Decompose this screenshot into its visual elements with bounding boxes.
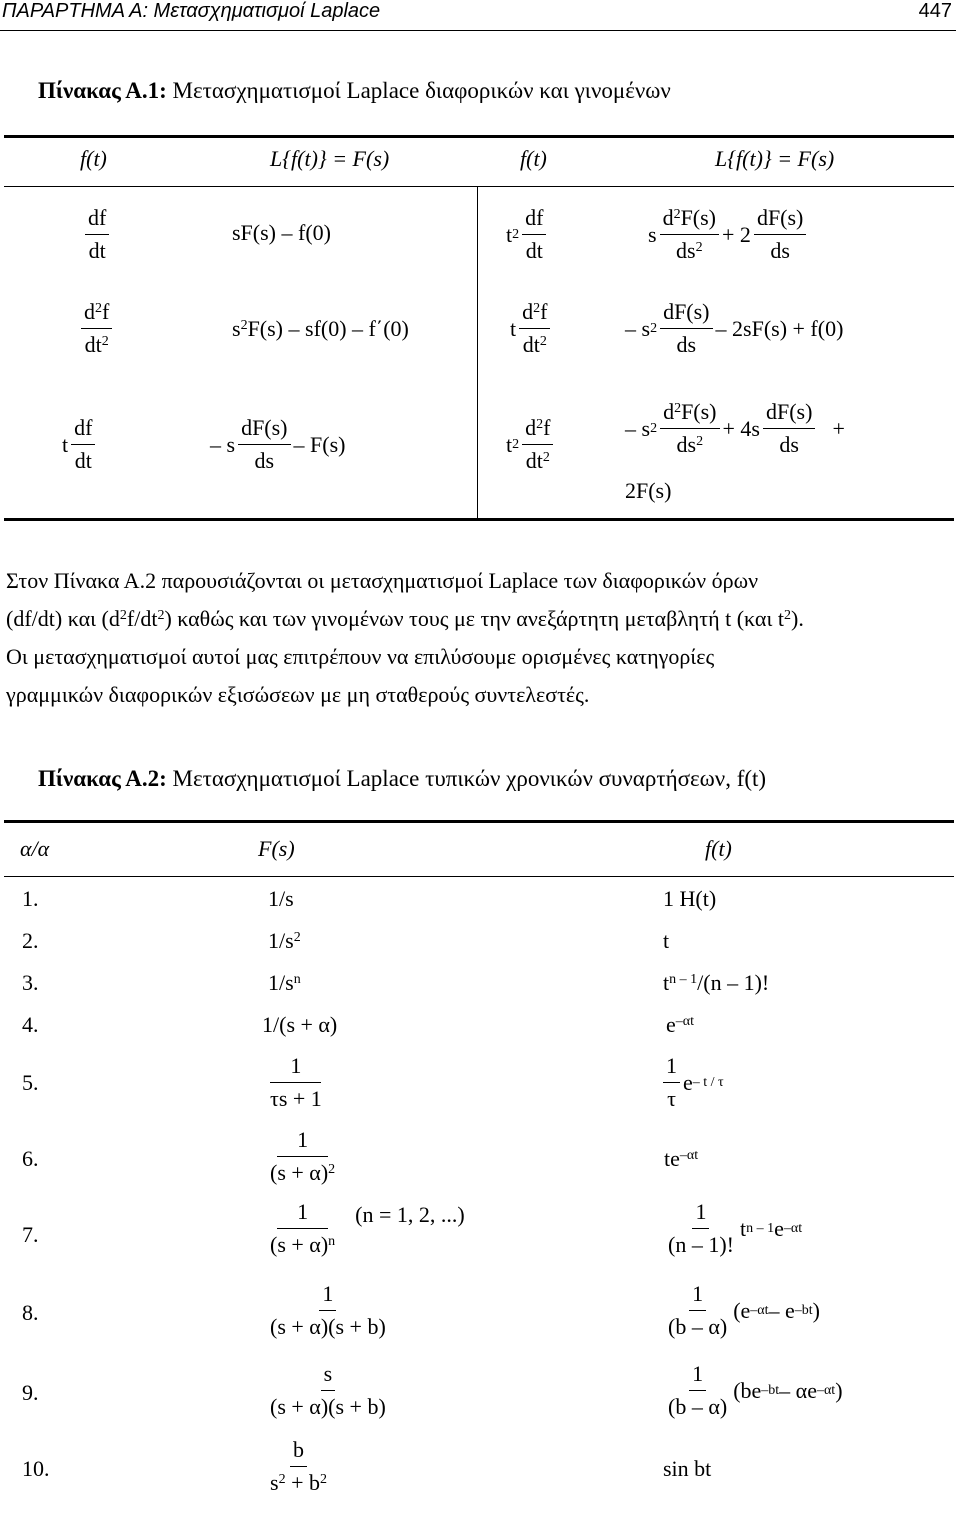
t2-row-9-idx: 9. bbox=[22, 1380, 39, 1405]
t2-row-9-f: $\frac{1}{(b - \alpha)}$ (be –bt – αe –αt ) bbox=[668, 1361, 843, 1419]
t1-r3-c3: t 2 $\frac{d^2f}{dt^2}$ bbox=[506, 414, 556, 475]
table2-caption-text: Μετασχηματισμοί Laplace τυπικών χρονικών συναρτήσεων, f(t) bbox=[166, 766, 767, 791]
para-line-1: Στον Πίνακα Α.2 παρουσιάζονται οι μετασχηματισμοί Laplace των διαφορικών όρων bbox=[6, 568, 759, 593]
t2-row-6-idx: 6. bbox=[22, 1146, 39, 1171]
t2-row-8-F: $\frac{1}{(s + \alpha)(s + b)}$ bbox=[270, 1281, 386, 1339]
table2-header-index: α/α bbox=[20, 836, 50, 861]
t2-row-2-f: t bbox=[663, 928, 670, 953]
para-line-4: γραμμικών διαφορικών εξισώσεων με μη σταθερούς συντελεστές. bbox=[6, 682, 590, 707]
t1-r1-c1: $\frac{df}{dt}$ bbox=[82, 204, 112, 265]
header-title: ΠΑΡΑΡΤΗΜΑ Α: Μετασχηματισμοί Laplace bbox=[2, 0, 381, 22]
table1-header-Fs-2: L{f(t)} = F(s) bbox=[715, 146, 835, 171]
table1-caption bbox=[38, 78, 671, 104]
t2-row-3-F: $1/s^n$ bbox=[268, 970, 301, 995]
t2-row-10-idx: 10. bbox=[22, 1456, 50, 1481]
t1-r3-c4: – s 2 $\frac{d^2F(s)}{ds^2}$ + 4s $\frac{dF(s)}{ds}$ + bbox=[625, 399, 845, 457]
t2-row-10-F: $\frac{b}{s^2 + b^2}$ bbox=[270, 1437, 327, 1495]
table1-header-Fs-1: L{f(t)} = F(s) bbox=[270, 146, 390, 171]
table1-header-ft-2: f(t) bbox=[520, 146, 547, 171]
t1-r2-c1: $\frac{d^2f}{dt^2}$ bbox=[78, 298, 115, 359]
t2-row-4-F: 1/(s + α) bbox=[262, 1012, 338, 1037]
t2-row-1-F: 1/s bbox=[268, 886, 294, 911]
table1-top-rule bbox=[4, 135, 954, 138]
t1-r3-c2: – s $\frac{dF(s)}{ds}$ – F(s) bbox=[210, 415, 346, 473]
t2-row-4-idx: 4. bbox=[22, 1012, 39, 1037]
table1-header-ft-1: f(t) bbox=[80, 146, 107, 171]
t2-row-1-f: 1 H(t) bbox=[663, 886, 717, 911]
t2-row-2-F: $1/s^2$ bbox=[268, 928, 301, 953]
t1-r1-c4: s $\frac{d^2F(s)}{ds^2}$ + 2 $\frac{dF(s)}{ds}$ bbox=[648, 204, 809, 265]
t2-row-5-f: $\frac{1}{\tau}$ e – t / τ bbox=[660, 1052, 724, 1113]
table1-header-rule bbox=[4, 186, 954, 187]
t2-row-8-f: $\frac{1}{(b - \alpha)}$ (e –αt – e –bt ) bbox=[668, 1281, 820, 1339]
t2-row-5-idx: 5. bbox=[22, 1070, 39, 1095]
t2-row-10-f: sin bt bbox=[663, 1456, 712, 1481]
table1-bottom-rule bbox=[4, 518, 954, 521]
t1-r2-c2: $s^2F(s) - sf(0) - f΄(0)$ bbox=[232, 316, 409, 341]
para-line-2: (df/dt) και $(d^2f/dt^2)$ καθώς και των γινομένων τους με την ανεξάρτητη μεταβλητή t (και $t^2$). bbox=[6, 606, 804, 631]
table2-header-ft: f(t) bbox=[705, 836, 732, 861]
table2-header-Fs: F(s) bbox=[258, 836, 295, 861]
t2-row-2-idx: 2. bbox=[22, 928, 39, 953]
table1-caption-label: Πίνακας Α.1: bbox=[38, 78, 167, 103]
t2-row-3-idx: 3. bbox=[22, 970, 39, 995]
table2-header-rule bbox=[4, 876, 954, 877]
t2-row-9-F: $\frac{s}{(s + \alpha)(s + b)}$ bbox=[270, 1361, 386, 1419]
t2-row-3-f: $t^{n - 1}/(n - 1)$! bbox=[663, 970, 770, 995]
header-rule bbox=[0, 30, 956, 31]
t2-row-7-idx: 7. bbox=[22, 1222, 39, 1247]
t2-row-7-f: $\frac{1}{(n - 1)!}$ t n – 1 e –αt bbox=[668, 1199, 803, 1257]
table2-caption-label: Πίνακας Α.2: bbox=[38, 766, 167, 791]
page-number: 447 bbox=[918, 0, 952, 22]
t2-row-5-F: $\frac{1}{\tau s + 1}$ bbox=[270, 1053, 322, 1111]
body-paragraph bbox=[6, 562, 952, 714]
t1-r2-c3: t $\frac{d^2f}{dt^2}$ bbox=[510, 298, 553, 359]
t1-r1-c3: t 2 $\frac{df}{dt}$ bbox=[506, 204, 549, 265]
t2-row-1-idx: 1. bbox=[22, 886, 39, 911]
t2-row-4-f: $e^{-\alpha t}$ bbox=[666, 1012, 694, 1037]
page-header bbox=[0, 0, 960, 24]
table1-divider bbox=[477, 186, 478, 520]
t2-row-6-F: $\frac{1}{(s + \alpha)^2}$ bbox=[270, 1127, 336, 1185]
table2-caption bbox=[38, 766, 766, 792]
t1-r1-c2: sF(s) – f(0) bbox=[232, 220, 331, 245]
para-line-3: Οι μετασχηματισμοί αυτοί μας επιτρέπουν να επιλύσουμε ορισμένες κατηγορίες bbox=[6, 644, 715, 669]
t2-row-6-f: $te^{-\alpha t}$ bbox=[664, 1146, 699, 1171]
table2-top-rule bbox=[4, 820, 954, 823]
t2-row-8-idx: 8. bbox=[22, 1300, 39, 1325]
t1-r3-c1: t $\frac{df}{dt}$ bbox=[62, 414, 98, 475]
t1-r2-c4: – s 2 $\frac{dF(s)}{ds}$ – 2sF(s) + f(0) bbox=[625, 299, 844, 357]
table1-caption-text: Μετασχηματισμοί Laplace διαφορικών και γινομένων bbox=[166, 78, 671, 103]
t1-r3-c4-cont: 2F(s) bbox=[625, 478, 672, 503]
t2-row-7-F: $\frac{1}{(s + \alpha)^n}$ (n = 1, 2, ...) bbox=[270, 1199, 465, 1257]
